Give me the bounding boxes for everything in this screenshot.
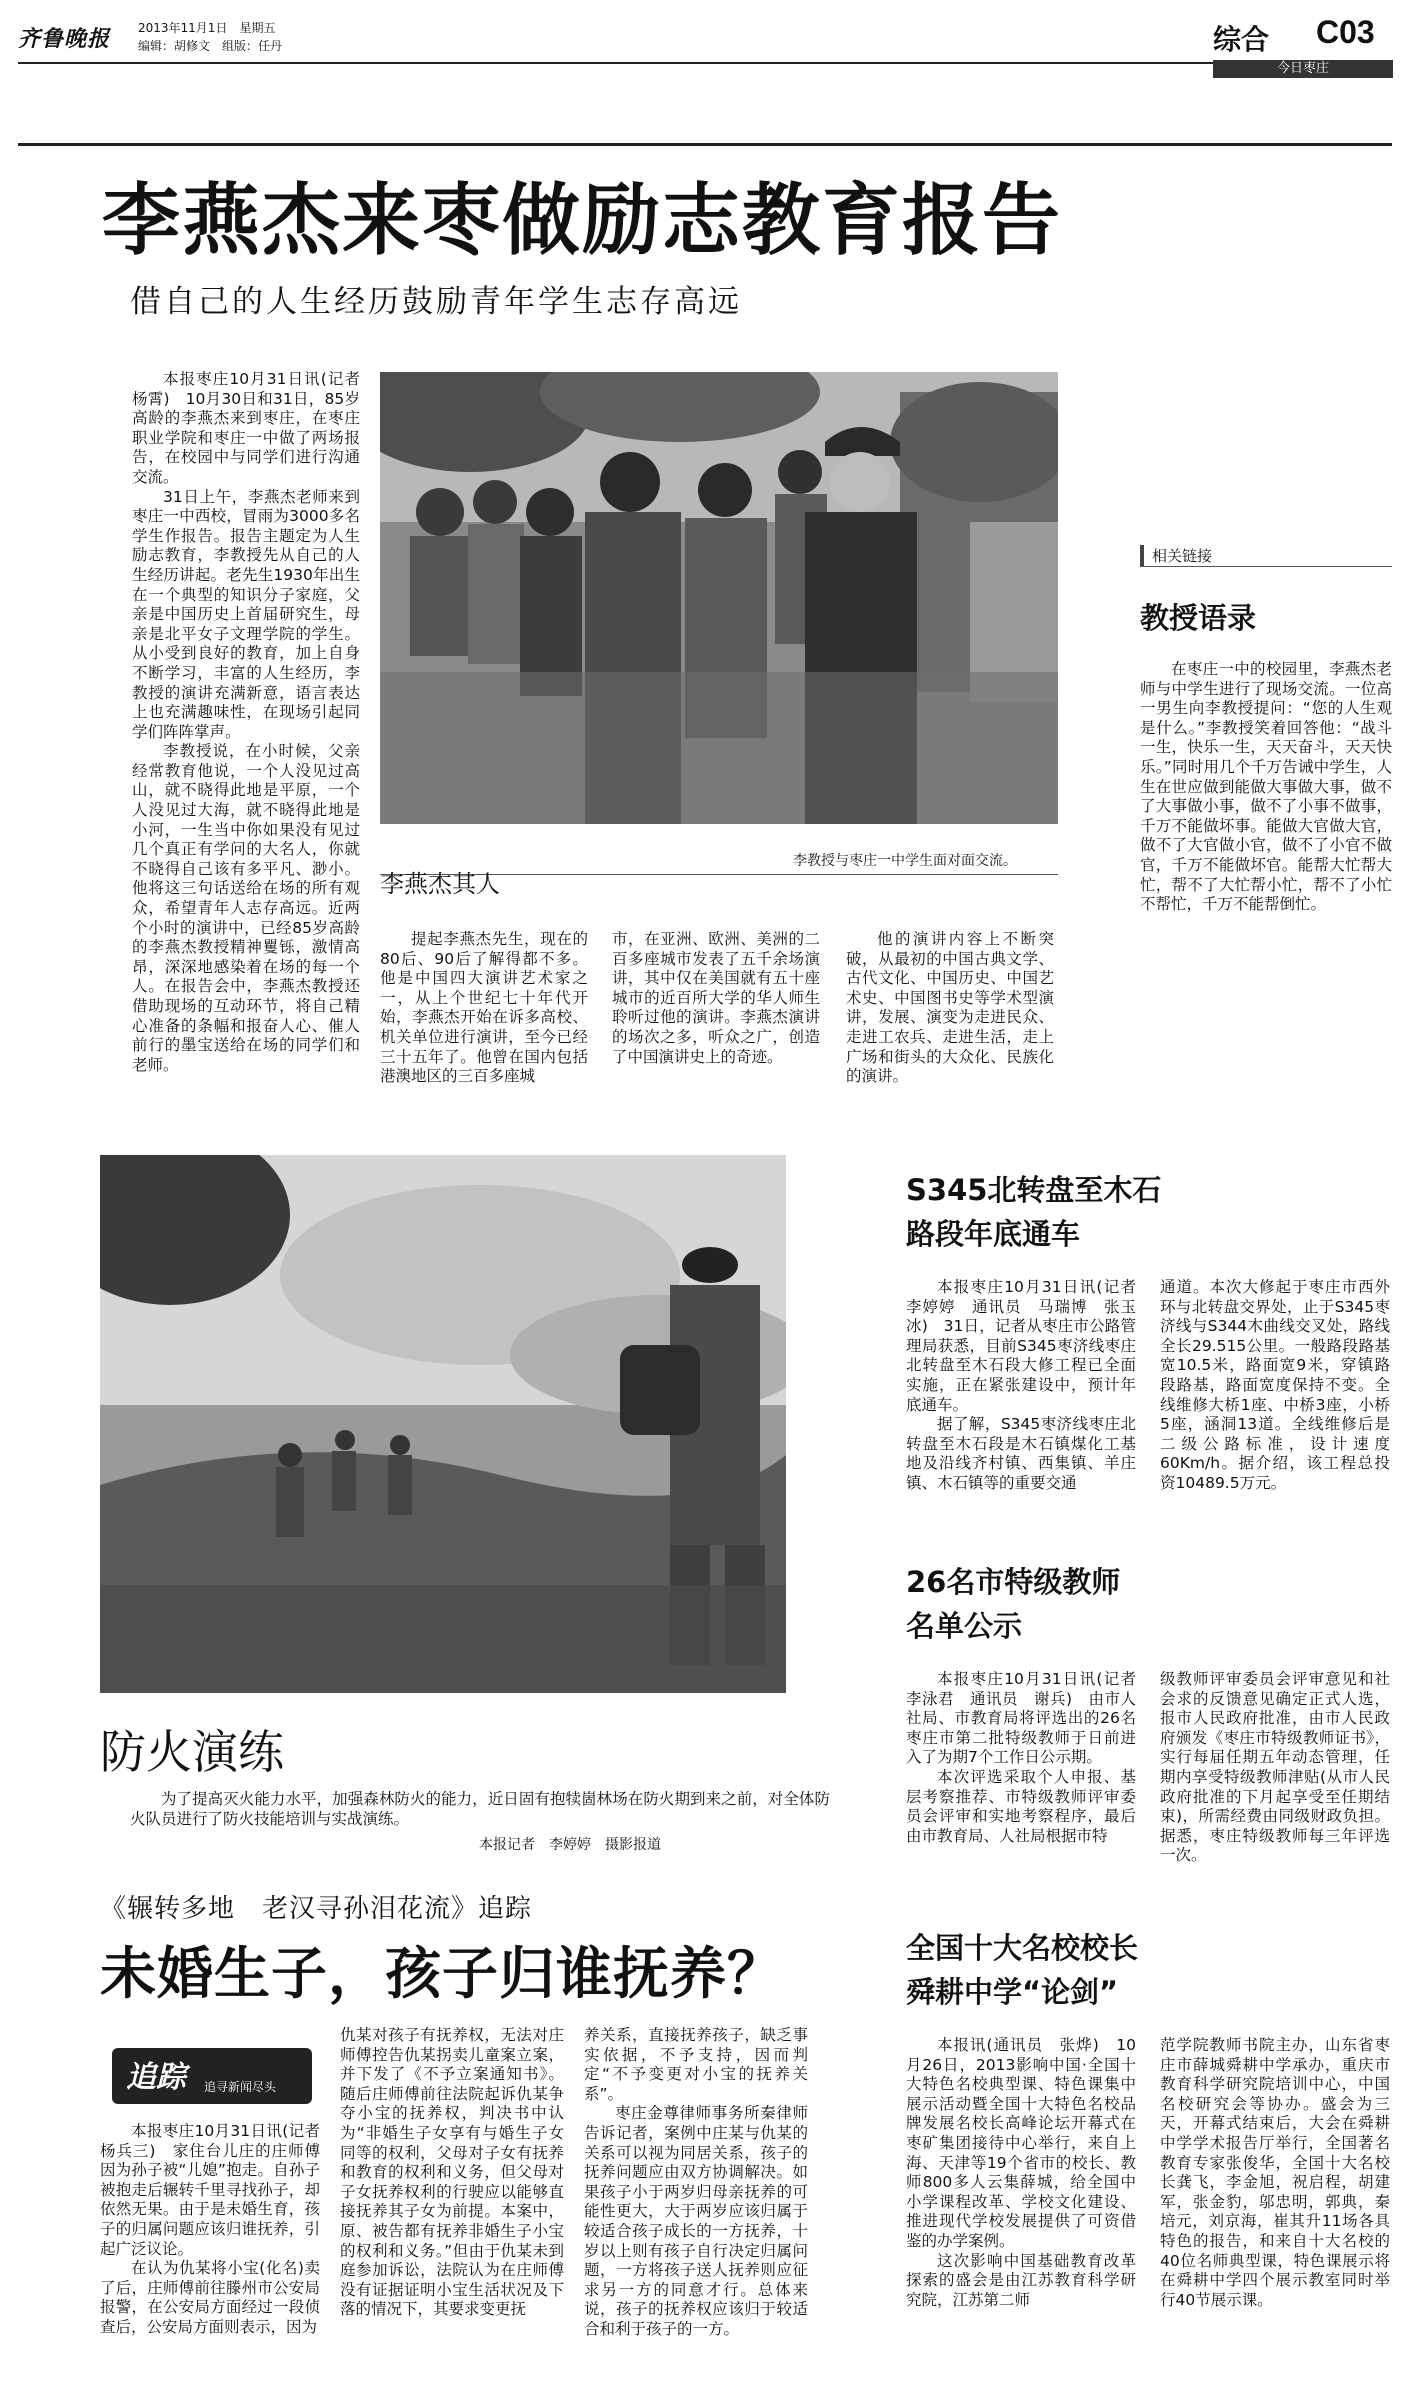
bio-sidebar-title: 李燕杰其人: [380, 870, 500, 898]
fire-drill-photo: [100, 1155, 786, 1693]
teachers-column-1: [906, 1670, 1152, 1846]
page-divider: [18, 143, 1392, 146]
firefighters-image: [100, 1155, 786, 1693]
lead-paragraph-2: 31日上午，李燕杰老师来到枣庄一中西校，冒雨为3000多名学生作报告。报告主题定为人生励志教育，李教授先从自己的人生经历讲起。老先生1930年出生在一个典型的知识分子家庭，父亲是中国历史上首届研究生，母亲是北平女子文理学院的学生。从小受到良好的教育，加上自身不断学习，丰富的人生经历，李教授的演讲充满新意，语言表达上也充满趣味性，在现场引起同学们阵阵掌声。: [132, 487, 360, 741]
lead-column-1: [132, 370, 376, 1075]
date-line: 2013年11月1日 星期五: [138, 21, 276, 35]
teachers-title-line-1: 26名市特级教师: [906, 1565, 1121, 1599]
page-number: C03: [1316, 14, 1375, 50]
s345-paragraph-2: 据了解，S345枣济线枣庄北转盘至木石段是木石镇煤化工基地及沿线齐村镇、西集镇、羊庄镇、木石镇等的重要交通: [906, 1415, 1136, 1492]
forum-column-2: 范学院教师书院主办，山东省枣庄市薛城舜耕中学承办，重庆市教育科学研究院培训中心，中国名校研究会等协办。盛会为三天，开幕式结束后，大会在舜耕中学学术报告厅举行，全国著名教育专家张俊华，全国十大名校长龚飞，李金旭，祝启程，胡建军，张金豹，邬忠明，郭典，秦培元，刘京海，崔其升11场各具特色的报告，和来自十大名校的40位名师典型课，特色课展示将在舜耕中学四个展示教室同时举行40节展示课。: [1160, 2036, 1390, 2309]
custody-paragraph-2: 在认为仇某将小宝(化名)卖了后，庄师傅前往滕州市公安局报警，在公安局方面经过一段侦查后，公安局方面则表示，因为: [100, 2259, 320, 2336]
related-rule: [1140, 566, 1392, 567]
teachers-paragraph-2: 本次评选采取个人申报、基层考察推荐、市特级教师评审委员会评审和实地考察程序，最后由市教育局、人社局根据市特: [906, 1767, 1136, 1845]
custody-kicker: 《辗转多地 老汉寻孙泪花流》追踪: [100, 1894, 533, 1924]
students-with-professor-image: [380, 372, 1058, 824]
bio-column-1: 提起李燕杰先生，现在的80后、90后了解得都不多。他是中国四大演讲艺术家之一，从上个世纪七十年代开始，李燕杰开始在诉多高校、机关单位进行演讲，至今已经三十五年了。他曾在国内包括港澳地区的三百多座城: [380, 930, 588, 1086]
lead-paragraph-3: 李教授说，在小时候，父亲经常教育他说，一个人没见过高山，就不晓得此地是平原，一个人没见过大海，就不晓得此地是小河，一生当中你如果没有见过几个真正有学问的大名人，你就不晓得自己该有多平凡、渺小。他将这三句话送给在场的所有观众，希望青年人志存高远。近两个小时的演讲中，已经85岁高龄的李燕杰教授精神矍铄，激情高昂，深深地感染着在场的每一个人。在报告会中，李燕杰教授还借助现场的互动环节，将自己精心准备的条幅和报奋人心、催人前行的墨宝送给在场的同学们和老师。: [132, 742, 360, 1074]
fire-drill-credit: 本报记者 李婷婷 摄影报道: [479, 1837, 661, 1853]
custody-headline: 未婚生子，孩子归谁抚养？: [100, 1942, 784, 2007]
bio-column-2: 市，在亚洲、欧洲、美洲的二百多座城市发表了五千余场演讲，其中仅在美国就有五十座城市的近百所大学的华人师生聆听过他的演讲。李燕杰演讲的场次之多，听众之广，创造了中国演讲史上的奇迹。: [612, 930, 820, 1066]
teachers-paragraph-1: 本报枣庄10月31日讯(记者 李泳君 通讯员 谢兵) 由市人社局、市教育局将评选出的26名枣庄市第二批特级教师于日前进入了为期7个工作日公示期。: [906, 1670, 1152, 1767]
related-text: 在枣庄一中的校园里，李燕杰老师与中学生进行了现场交流。一位高一男生向李教授提问：“您的人生观是什么。”李教授笑着回答他：“战斗一生，快乐一生，天天奋斗，天天快乐。”同时用几个千万告诫中学生，人生在世应做到能做大事做大事，做不了大事做小事，做不了小事不做事，千万不能做坏事。能做大官做大官，做不了大官做小官，做不了小官不做官，千万不能做坏官。能帮大忙帮大忙，帮不了大忙帮小忙，帮不了小忙不帮忙，千万不能帮倒忙。: [1140, 660, 1392, 914]
fire-drill-title: 防火演练: [100, 1725, 284, 1779]
custody-column-1: [100, 2122, 336, 2338]
track-logo-sub: 追寻新闻尽头: [204, 2080, 277, 2094]
lead-paragraph-1: 本报枣庄10月31日讯(记者 杨霄) 10月30日和31日，85岁高龄的李燕杰来到枣庄，在枣庄职业学院和枣庄一中做了两场报告，在校园中与同学们进行沟通交流。: [132, 370, 376, 486]
section-name: 综合: [1213, 23, 1270, 56]
custody-paragraph-1: 本报枣庄10月31日讯(记者 杨兵三) 家住台儿庄的庄师傅因为孙子被“儿媳”抱走。自孙子被抱走后辗转千里寻找孙子，却依然无果。由于是未婚生育，孩子的归属问题应该归谁抚养，引起广泛议论。: [100, 2122, 336, 2258]
newspaper-name: 齐鲁晚报: [18, 26, 111, 52]
forum-paragraph-1: 本报讯(通讯员 张烨) 10月26日，2013影响中国·全国十大特色名校典型课、特色课集中展示活动暨全国十大特色名校品牌发展名校长高峰论坛开幕式在枣矿集团接待中心举行，来自上海、天津等19个省市的校长、教师800多人云集薛城，给全国中小学课程改革、学校文化建设、推进现代学校发展提供了可资借鉴的办学案例。: [906, 2036, 1136, 2250]
bio-column-3: 他的演讲内容上不断突破，从最初的中国古典文学、古代文化、中国历史、中国艺术史、中国图书史等学术型演讲，发展、演变为走进民众、走进工农兵、走进生活，走上广场和街头的大众化、民族化的演讲。: [846, 930, 1054, 1086]
edition-tag: 今日枣庄: [1213, 60, 1393, 78]
track-logo-main: 追踪: [126, 2060, 186, 2095]
custody-paragraph-3: 养关系，直接抚养孩子，缺乏事实依据，不予支持，因而判定“不予变更对小宝的抚养关系”。: [584, 2026, 808, 2103]
teachers-column-2: 级教师评审委员会评审意见和社会求的反馈意见确定正式人选，报市人民政府批准，由市人民政府颁发《枣庄市特级教师证书》，实行每届任期五年动态管理，任期内享受特级教师津贴(从市人民政府批准的下月起享受至任期结束)，所需经费由同级财政负担。据悉，枣庄特级教师每三年评选一次。: [1160, 1670, 1390, 1865]
lead-headline: 李燕杰来枣做励志教育报告: [102, 176, 1063, 266]
track-logo: [112, 2048, 312, 2104]
custody-column-2: 仇某对孩子有抚养权，无法对庄师傅控告仇某拐卖儿童案立案，并下发了《不予立案通知书》。随后庄师傅前往法院起诉仇某争夺小宝的抚养权，判决书中认为“非婚生子女享有与婚生子女同等的权利，父母对子女有抚养和教育的权利和义务，但父母对子女抚养权利的行驶应以能够直接抚养其子女为前提。本案中，原、被告都有抚养非婚生子小宝的权利和义务。”但由于仇某未到庭参加诉讼，法院认为在庄师傅没有证据证明小宝生活状况及下落的情况下，其要求变更抚: [340, 2026, 564, 2319]
s345-column-1: [906, 1278, 1152, 1494]
forum-title-line-2: 舜耕中学“论剑”: [906, 1975, 1119, 2009]
editor-line: 编辑：胡修文 组版：任丹: [138, 39, 283, 53]
forum-paragraph-2: 这次影响中国基础教育改革探索的盛会是由江苏教育科学研究院，江苏第二师: [906, 2251, 1136, 2309]
s345-column-2: 通道。本次大修起于枣庄市西外环与北转盘交界处，止于S345枣济线与S344木曲线交叉处，路线全长29.515公里。一般路段路基宽10.5米，路面宽9米，穿镇路段路基，路面宽度保持不变。全线维修大桥1座、中桥3座，小桥5座，涵洞13道。全线维修后是二级公路标准，设计速度60Km/h。据介绍，该工程总投资10489.5万元。: [1160, 1278, 1390, 1492]
lead-subhead: 借自己的人生经历鼓励青年学生志存高远: [130, 284, 742, 320]
fire-drill-text: 为了提高灭火能力水平，加强森林防火的能力，近日固有抱犊崮林场在防火期到来之前，对全体防火队员进行了防火技能培训与实战演练。: [130, 1790, 830, 1828]
teachers-title-line-2: 名单公示: [906, 1609, 1023, 1643]
lead-photo: [380, 372, 1058, 824]
masthead-rule: [18, 62, 1392, 64]
related-title: 教授语录: [1140, 601, 1257, 635]
custody-column-3: [584, 2026, 808, 2340]
s345-title-line-2: 路段年底通车: [906, 1217, 1081, 1251]
forum-column-1: [906, 2036, 1136, 2310]
s345-title-line-1: S345北转盘至木石: [906, 1173, 1162, 1207]
forum-title-line-1: 全国十大名校校长: [906, 1931, 1139, 1965]
custody-paragraph-4: 枣庄金尊律师事务所秦律师告诉记者，案例中庄某与仇某的关系可以视为同居关系，孩子的抚养问题应由双方协调解决。如果孩子小于两岁归母亲抚养的可能性更大，大于两岁应该归属于较适合孩子成长的一方抚养，十岁以上则有孩子自行决定归属问题，一方将孩子送人抚养则应征求另一方的同意才行。总体来说，孩子的抚养权应该归于较适合和利于孩子的一方。: [584, 2104, 808, 2338]
lead-photo-caption: 李教授与枣庄一中学生面对面交流。: [793, 853, 1017, 869]
s345-paragraph-1: 本报枣庄10月31日讯(记者 李婷婷 通讯员 马瑞博 张玉冰) 31日，记者从枣庄市公路管理局获悉，目前S345枣济线枣庄北转盘至木石段大修工程已全面实施，正在紧张建设中，预计年底通车。: [906, 1278, 1152, 1414]
related-label: 相关链接: [1140, 545, 1212, 566]
